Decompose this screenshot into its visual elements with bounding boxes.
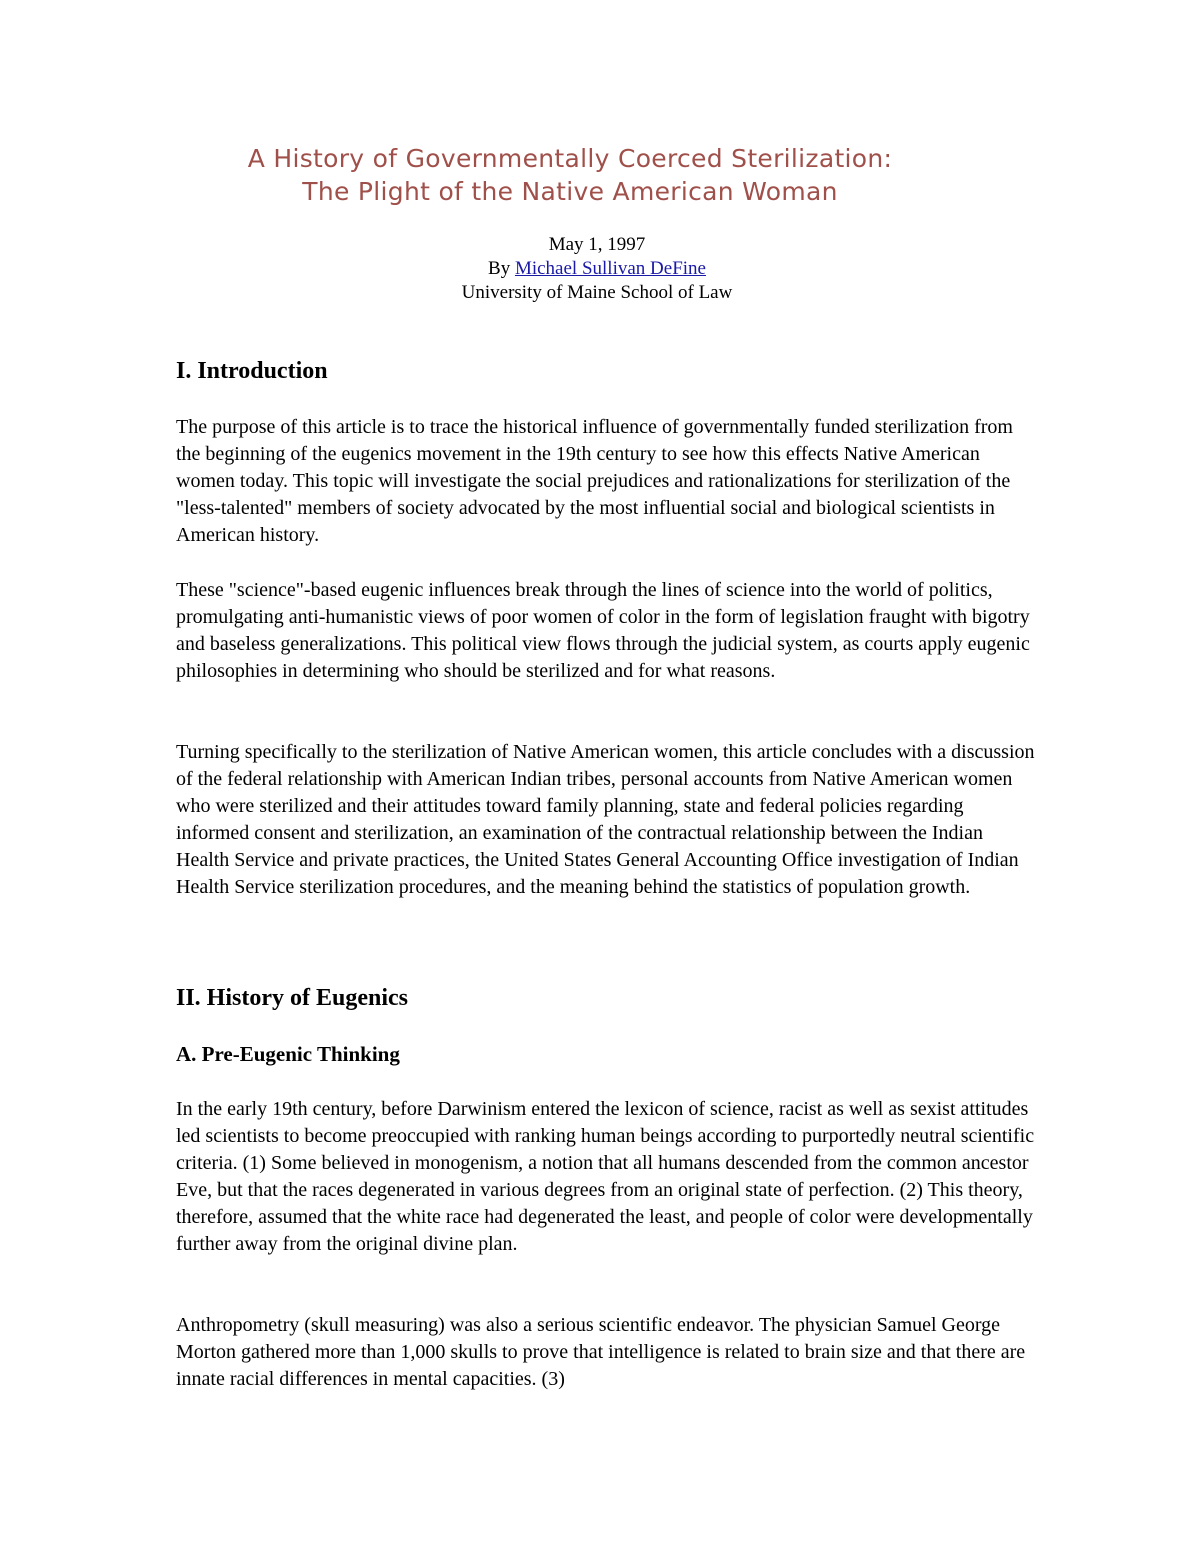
subsection-heading-pre-eugenic-thinking: A. Pre-Eugenic Thinking: [176, 1042, 400, 1066]
publication-date: May 1, 1997: [548, 234, 646, 255]
pre-eugenic-paragraph-2: Anthropometry (skull measuring) was also a serious scientific endeavor. The physician Samuel George Morton gathered more than 1,000 skulls to prove that intelligence is related to brain size and that there are innate racial differences in mental capacities. (3): [176, 1314, 1026, 1390]
author-link[interactable]: Michael Sullivan DeFine: [514, 258, 706, 279]
title-block: [0, 142, 1140, 208]
section-heading-introduction: I. Introduction: [176, 358, 328, 384]
intro-paragraph-1: The purpose of this article is to trace the historical influence of governmentally funded sterilization from the beginning of the eugenics movement in the 19th century to see how this effects Native American women today. This topic will investigate the social prejudices and rationalizations for sterilization of the "less-talented" members of society advocated by the most influential social and biological scientists in American history.: [176, 416, 1013, 546]
pre-eugenic-paragraph-1: In the early 19th century, before Darwinism entered the lexicon of science, racist as well as sexist attitudes led scientists to become preoccupied with ranking human beings according to purportedly neutral scientific criteria. (1) Some believed in monogenism, a notion that all humans descended from the common ancestor Eve, but that the races degenerated in various degrees from an original state of perfection. (2) This theory, therefore, assumed that the white race had degenerated the least, and people of color were developmentally further away from the original divine plan.: [176, 1098, 1035, 1255]
intro-paragraph-3: Turning specifically to the sterilization of Native American women, this article concludes with a discussion of the federal relationship with American Indian tribes, personal accounts from Native American women who were sterilized and their attitudes toward family planning, state and federal policies regarding informed consent and sterilization, an examination of the contractual relationship between the Indian Health Service and private practices, the United States General Accounting Office investigation of Indian Health Service sterilization procedures, and the meaning behind the statistics of population growth.: [176, 741, 1035, 898]
byline-block: [0, 233, 1194, 305]
title-line-1: A History of Governmentally Coerced Sterilization:: [247, 144, 893, 173]
title-line-2: The Plight of the Native American Woman: [302, 177, 838, 206]
institution: University of Maine School of Law: [461, 282, 733, 303]
author-line: [0, 257, 1194, 281]
section-heading-history-of-eugenics: II. History of Eugenics: [176, 985, 409, 1011]
author-prefix: By: [488, 258, 515, 279]
intro-paragraph-2: These "science"-based eugenic influences break through the lines of science into the world of politics, promulgating anti-humanistic views of poor women of color in the form of legislation fraught with bigotry and baseless generalizations. This political view flows through the judicial system, as courts apply eugenic philosophies in determining who should be sterilized and for what reasons.: [176, 579, 1030, 682]
